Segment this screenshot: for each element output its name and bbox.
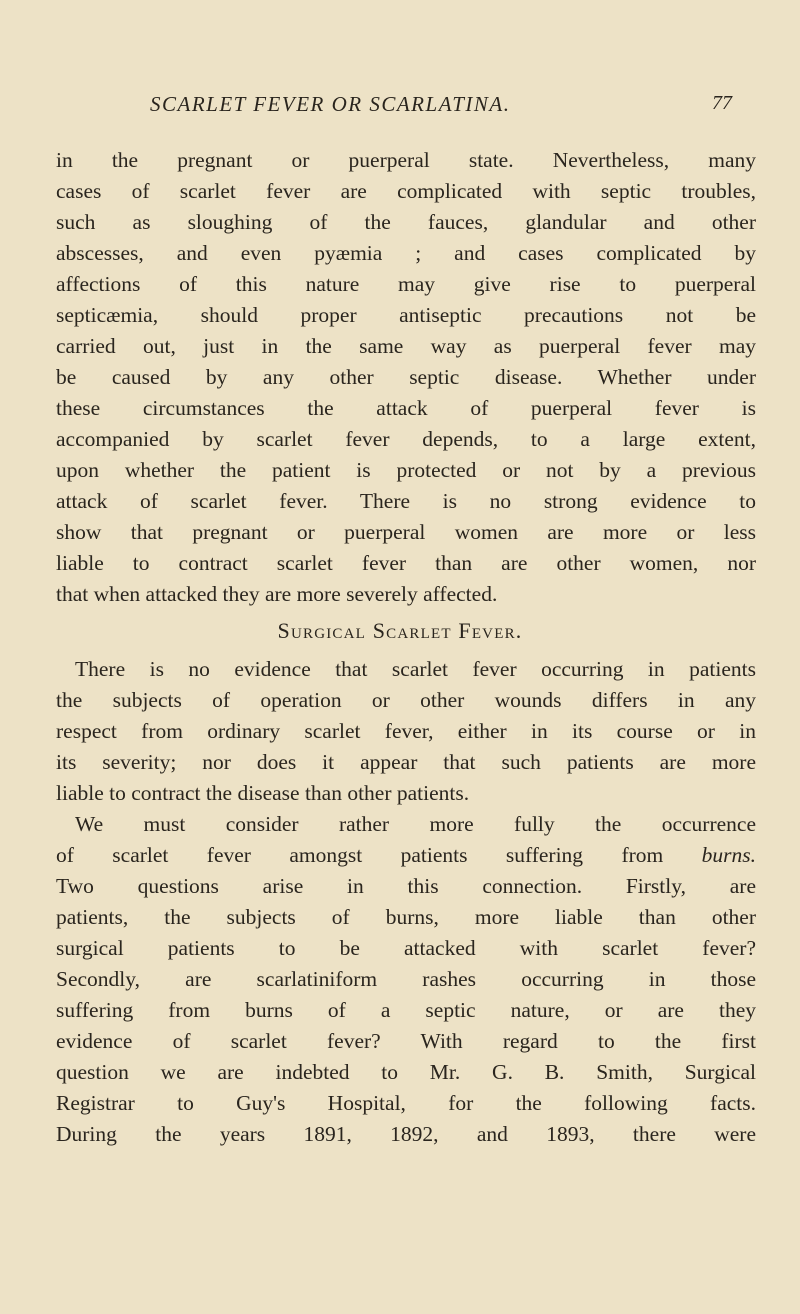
text-line: Secondly, are scarlatiniform rashes occurring in those <box>56 967 756 991</box>
text-line: question we are indebted to Mr. G. B. Smith, Surgical <box>56 1060 756 1084</box>
text-line: cases of scarlet fever are complicated with septic troubles, <box>56 179 756 203</box>
text-line: liable to contract scarlet fever than are other women, nor <box>56 551 756 575</box>
text-line: carried out, just in the same way as puerperal fever may <box>56 334 756 358</box>
text-line: the subjects of operation or other wounds differs in any <box>56 688 756 712</box>
text-line: liable to contract the disease than other patients. <box>56 781 470 805</box>
text-line: be caused by any other septic disease. Whether under <box>56 365 756 389</box>
text-line: Two questions arise in this connection. Firstly, are <box>56 874 756 898</box>
page-number: 77 <box>712 92 732 114</box>
section-heading: Surgical Scarlet Fever. <box>277 618 523 643</box>
text-line: such as sloughing of the fauces, glandular and other <box>56 210 756 234</box>
text-line: its severity; nor does it appear that such patients are more <box>56 750 756 774</box>
text-line: in the pregnant or puerperal state. Nevertheless, many <box>56 148 756 172</box>
text-line: that when attacked they are more severely affected. <box>56 582 498 606</box>
text-line: these circumstances the attack of puerperal fever is <box>56 396 756 420</box>
text-line: suffering from burns of a septic nature, or are they <box>56 998 756 1022</box>
text-line: attack of scarlet fever. There is no strong evidence to <box>56 489 756 513</box>
text-line: patients, the subjects of burns, more liable than other <box>56 905 756 929</box>
text-line: We must consider rather more fully the occurrence <box>75 812 756 836</box>
text-line <box>56 840 756 870</box>
text-line: affections of this nature may give rise to puerperal <box>56 272 756 296</box>
text-line: septicæmia, should proper antiseptic precautions not be <box>56 303 756 327</box>
running-title: SCARLET FEVER OR SCARLATINA. <box>150 92 511 116</box>
text-line: show that pregnant or puerperal women are more or less <box>56 520 756 544</box>
text-line: respect from ordinary scarlet fever, either in its course or in <box>56 719 756 743</box>
text-line: accompanied by scarlet fever depends, to a large extent, <box>56 427 756 451</box>
text-line: surgical patients to be attacked with scarlet fever? <box>56 936 756 960</box>
text-span: of scarlet fever amongst patients suffering from <box>56 843 702 867</box>
text-line: abscesses, and even pyæmia ; and cases complicated by <box>56 241 756 265</box>
text-line: Registrar to Guy's Hospital, for the following facts. <box>56 1091 756 1115</box>
italic-term: burns. <box>701 843 756 867</box>
text-line: During the years 1891, 1892, and 1893, there were <box>56 1122 756 1146</box>
text-line: evidence of scarlet fever? With regard to the first <box>56 1029 756 1053</box>
text-line: upon whether the patient is protected or not by a previous <box>56 458 756 482</box>
text-line: There is no evidence that scarlet fever occurring in patients <box>75 657 756 681</box>
